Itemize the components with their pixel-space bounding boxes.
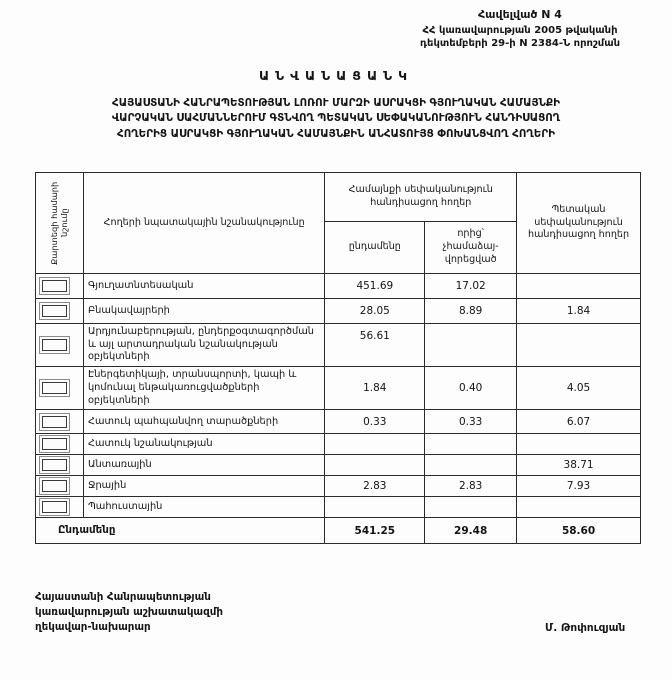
- map-number-box: [42, 382, 67, 394]
- state-value: 7.93: [517, 476, 641, 497]
- land-category-label: Հատուկ պահպանվող տարածքների: [83, 410, 324, 434]
- state-value: 38.71: [517, 455, 641, 476]
- community-total-value: [325, 497, 425, 518]
- table-row: [36, 367, 641, 410]
- table-row: [36, 410, 641, 434]
- community-total-value: [325, 455, 425, 476]
- table-row: [36, 324, 641, 367]
- map-number-cell: [36, 324, 84, 367]
- community-unagreed-value: [425, 497, 517, 518]
- table-row: [36, 497, 641, 518]
- map-number-box: [42, 459, 67, 471]
- state-value: 4.05: [517, 367, 641, 410]
- state-value: 6.07: [517, 410, 641, 434]
- table-row: [36, 434, 641, 455]
- map-number-box: [42, 480, 67, 492]
- map-number-cell: [36, 476, 84, 497]
- signatory-name: Մ. Թոփուզյան: [545, 622, 626, 634]
- map-number-cell: [36, 274, 84, 299]
- land-category-label: Անտառային: [83, 455, 324, 476]
- signature-line-1: Հայաստանի Հանրապետության: [35, 591, 211, 603]
- land-category-label: Ջրային: [83, 476, 324, 497]
- map-number-cell: [36, 455, 84, 476]
- map-number-box: [42, 280, 67, 292]
- community-unagreed-value: 2.83: [425, 476, 517, 497]
- land-category-label: Բնակավայրերի: [83, 299, 324, 324]
- map-number-cell: [36, 410, 84, 434]
- header-purpose: Հողերի նպատակային նշանակությունը: [83, 173, 324, 274]
- community-total-value: 56.61: [325, 324, 425, 367]
- community-unagreed-value: 0.40: [425, 367, 517, 410]
- document-subtitle: [16, 96, 656, 142]
- header-community-total: ընդամենը: [325, 222, 425, 274]
- community-total-value: 28.05: [325, 299, 425, 324]
- total-label: Ընդամենը: [36, 518, 325, 544]
- state-value: 1.84: [517, 299, 641, 324]
- map-number-cell: [36, 367, 84, 410]
- signature-line-3: ղեկավար-նախարար: [35, 620, 151, 633]
- table-row: [36, 274, 641, 299]
- table-row: [36, 455, 641, 476]
- header-map-note: [36, 173, 84, 274]
- community-unagreed-value: 17.02: [425, 274, 517, 299]
- land-category-label: Պահուստային: [83, 497, 324, 518]
- table-header-row-1: [36, 173, 641, 222]
- state-value: [517, 497, 641, 518]
- community-unagreed-value: [425, 434, 517, 455]
- state-value: [517, 274, 641, 299]
- map-number-cell: [36, 497, 84, 518]
- state-value: [517, 434, 641, 455]
- community-total-value: 0.33: [325, 410, 425, 434]
- subtitle-line-2: ՎԱՐՉԱԿԱՆ ՍԱՀՄԱՆՆԵՐՈՒՄ ԳՏՆՎՈՂ ՊԵՏԱԿԱՆ ՍԵՓԱԿԱՆՈՒԹՅՈՒՆ ՀԱՆԴԻՍԱՑՈՂ: [111, 112, 561, 125]
- map-number-cell: [36, 299, 84, 324]
- map-number-box: [42, 416, 67, 428]
- community-unagreed-value: [425, 455, 517, 476]
- header-state: Պետական սեփականություն հանդիսացող հողեր: [517, 173, 641, 274]
- community-total-value: 1.84: [325, 367, 425, 410]
- land-category-label: Գյուղատնտեսական: [83, 274, 324, 299]
- community-unagreed-value: 8.89: [425, 299, 517, 324]
- appendix-number: Հավելված N 4: [478, 8, 562, 21]
- subtitle-line-3: ՀՈՂԵՐԻՑ ԱՍՐԱԿՑԻ ԳՅՈՒՂԱԿԱՆ ՀԱՄԱՅՆՔԻՆ ԱՆՀԱՏՈՒՅՑ ՓՈԽԱՆՑՎՈՂ ՀՈՂԵՐԻ: [117, 127, 555, 140]
- reference-line-3: դեկտեմբերի 29-ի N 2384-Ն որոշման: [419, 38, 621, 50]
- signature-line-2: կառավարության աշխատակազմի: [35, 605, 223, 618]
- total-state-value: 58.60: [517, 518, 641, 544]
- subtitle-line-1: ՀԱՅԱՍՏԱՆԻ ՀԱՆՐԱՊԵՏՈՒԹՅԱՆ ԼՈՌՈՒ ՄԱՐԶԻ ԱՍՐԱԿՑԻ ԳՅՈՒՂԱԿԱՆ ՀԱՄԱՅՆՔԻ: [112, 97, 560, 109]
- header-map-note-text: Քարտեզի համարի նշումը: [48, 181, 69, 265]
- signature-block: [35, 590, 223, 635]
- community-total-value: 451.69: [325, 274, 425, 299]
- community-total-value: [325, 434, 425, 455]
- table-row: [36, 476, 641, 497]
- land-category-label: Էներգետիկայի, տրանսպորտի, կապի և կոմունալ ենթակառուցվածքների օբյեկտների: [83, 367, 324, 410]
- header-community-unagreed: որից՝ չհամաձայ-վորեցված: [425, 222, 517, 274]
- map-number-cell: [36, 434, 84, 455]
- reference-line-2: ՀՀ կառավարության 2005 թվականի: [422, 24, 618, 36]
- table-row: [36, 299, 641, 324]
- map-number-box: [42, 438, 67, 450]
- table-total-row: [36, 518, 641, 544]
- map-number-box: [42, 339, 67, 351]
- map-number-box: [42, 501, 67, 513]
- map-number-box: [42, 305, 67, 317]
- community-unagreed-value: 0.33: [425, 410, 517, 434]
- land-category-label: Հատուկ նշանակության: [83, 434, 324, 455]
- state-value: [517, 324, 641, 367]
- land-transfer-table: [35, 172, 641, 544]
- community-unagreed-value: [425, 324, 517, 367]
- total-community-unagreed-value: 29.48: [425, 518, 517, 544]
- community-total-value: 2.83: [325, 476, 425, 497]
- document-reference: [380, 8, 660, 51]
- total-community-total-value: 541.25: [325, 518, 425, 544]
- document-title: ԱՆՎԱՆԱՑԱՆԿ: [258, 68, 414, 83]
- land-category-label: Արդյունաբերության, ընդերքօգտագործման և այլ արտադրական նշանակության օբյեկտների: [83, 324, 324, 367]
- header-community-group: Համայնքի սեփականություն հանդիսացող հողեր: [325, 173, 517, 222]
